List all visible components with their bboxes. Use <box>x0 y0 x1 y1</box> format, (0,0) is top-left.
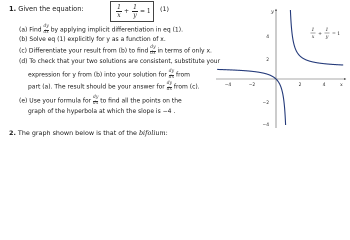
fraction-1-over-x: 1 x <box>117 4 121 19</box>
x-tick-label: −4 <box>224 83 232 88</box>
y-axis-label: y <box>271 9 274 15</box>
part-a: (a) Find $\frac{dy}{dx}$ by applying implicit differentiation in eq (1). <box>19 24 183 35</box>
dydx-fraction: $\frac{dy}{dx}$ <box>168 69 175 80</box>
svg-text:x: x <box>311 35 315 40</box>
part-e: (e) Use your formula for $\frac{dy}{dx}$ to find all the points on the <box>19 95 182 106</box>
svg-text:1: 1 <box>325 28 329 33</box>
question-1-intro: Given the equation: <box>18 5 84 13</box>
plus-sign: + <box>124 8 130 15</box>
y-tick-label: 4 <box>266 35 269 40</box>
svg-text:+: + <box>318 32 322 37</box>
x-tick-label: −2 <box>248 83 256 88</box>
part-d: (d) To check that your two solutions are consistent, substitute your <box>19 58 221 65</box>
dydx-fraction: $\frac{dy}{dx}$ <box>93 95 99 106</box>
equation-number: (1) <box>160 5 170 13</box>
svg-text:= 1: = 1 <box>332 32 341 37</box>
svg-text:y: y <box>325 35 329 40</box>
svg-text:1: 1 <box>311 28 315 33</box>
x-axis-label: x <box>340 82 343 88</box>
question-2: 2. The graph shown below is that of the bifolium: <box>9 129 168 137</box>
hyperbola-branch-left <box>217 69 285 125</box>
y-tick-label: −4 <box>262 123 269 128</box>
part-d-line-3: part (a). The result should be your answer for $\frac{dy}{dx}$ from (c). <box>28 81 200 92</box>
question-2-number: 2. <box>9 129 16 137</box>
dydx-fraction: $\frac{dy}{dx}$ <box>166 81 172 92</box>
x-tick-label: 2 <box>298 83 302 88</box>
part-b: (b) Solve eq (1) explicitly for y as a function of x. <box>19 36 166 43</box>
dydx-fraction: $\frac{dy}{dx}$ <box>150 45 156 56</box>
part-d-line-2: expression for y from (b) into your solution for $\frac{dy}{dx}$ from <box>28 69 190 80</box>
y-tick-label: −2 <box>262 101 269 106</box>
question-1-number: 1. <box>9 5 17 13</box>
x-tick-label: 4 <box>322 83 326 88</box>
graph-equation-label <box>311 27 341 40</box>
part-e-line-2: graph of the hyperbola at which the slope is −4 . <box>28 108 176 115</box>
part-c: (c) Differentiate your result from (b) to find $\frac{dy}{dx}$ in terms of only x. <box>19 45 212 56</box>
fraction-1-over-y: 1 y <box>133 4 137 19</box>
y-tick-label: 2 <box>266 58 269 63</box>
hyperbola-branch-right <box>290 10 343 65</box>
equals-one: = 1 <box>140 8 151 15</box>
bifolium-term: bifolium <box>138 129 166 137</box>
dydx-fraction: $\frac{dy}{dx}$ <box>43 24 49 35</box>
